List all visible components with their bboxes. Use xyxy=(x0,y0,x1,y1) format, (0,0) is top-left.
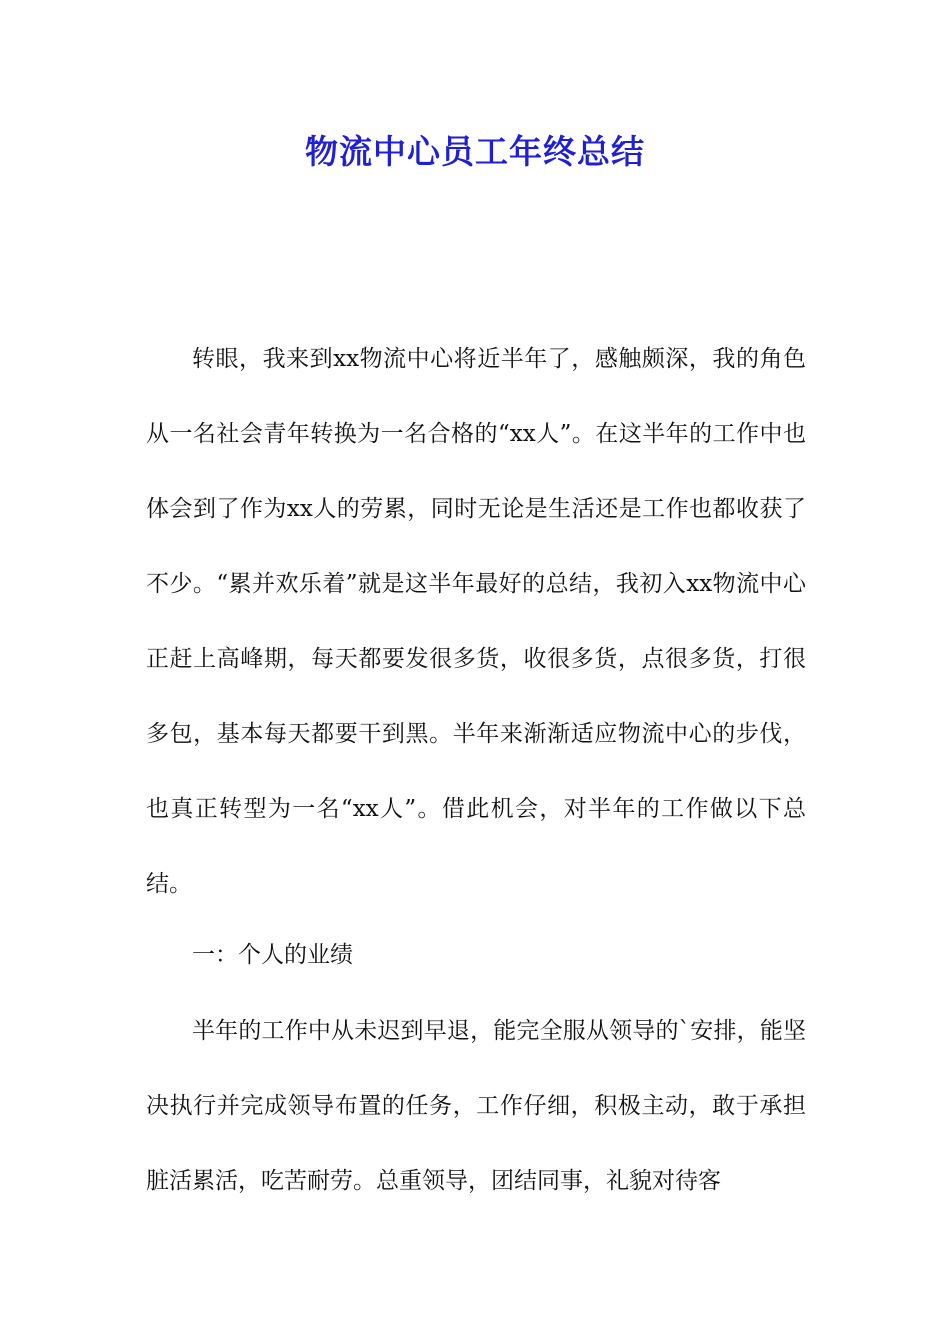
paragraph-text: 转眼，我来到xx物流中心将近半年了，感触颇深，我的角色从一名社会青年转换为一名合格的“xx人”。在这半年的工作中也体会到了作为xx人的劳累，同时无论是生活还是工作也都收获了不少。“累并欢乐着”就是这半年最好的总结，我初入xx物流中心正赶上高峰期，每天都要发很多货，收很多货，点很多货，打很多包，基本每天都要干到黑。半年来渐渐适应物流中心的步伐，也真正转型为一名“xx人”。借此机会，对半年的工作做以下总结。 xyxy=(146,346,806,897)
paragraph-performance xyxy=(146,994,806,1219)
section-heading-personal-performance xyxy=(146,918,806,993)
section-heading-text: 一：个人的业绩 xyxy=(192,942,353,968)
document-title: 物流中心员工年终总结 xyxy=(305,132,645,171)
paragraph-text: 半年的工作中从未迟到早退，能完全服从领导的`安排，能坚决执行并完成领导布置的任务，工作仔细，积极主动，敢于承担脏活累活，吃苦耐劳。总重领导，团结同事，礼貌对待客 xyxy=(146,1018,806,1194)
paragraph-intro xyxy=(146,322,806,922)
